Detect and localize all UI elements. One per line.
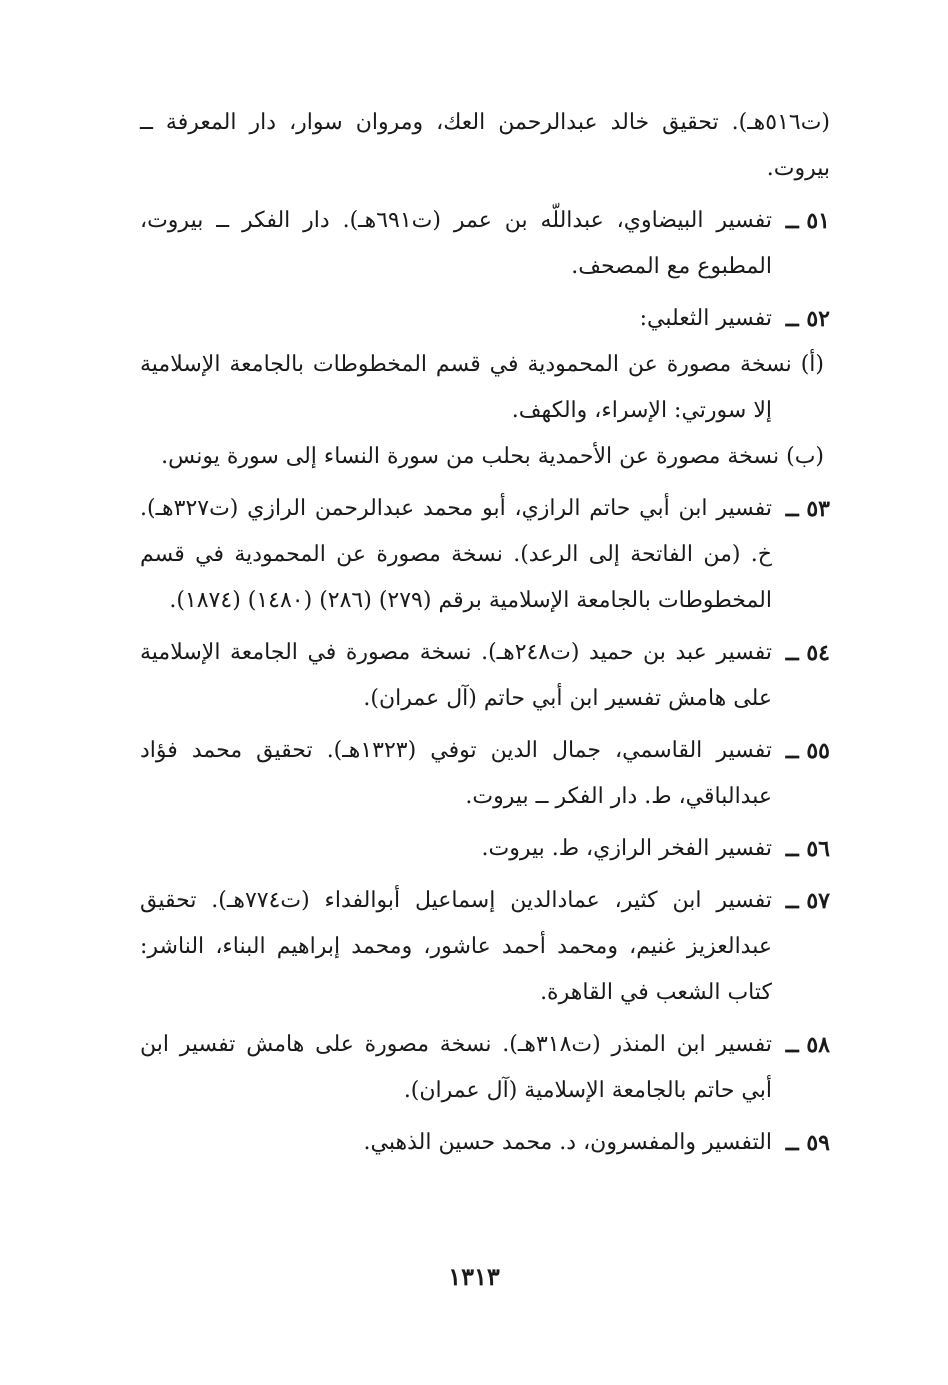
entry-number: ٥٧ ــ	[785, 888, 830, 914]
page-number: ١٣١٣	[448, 1262, 500, 1291]
sub-entry-text: (أ) نسخة مصورة عن المحمودية في قسم المخطوطات بالجامعة الإسلامية إلا سورتي: الإسراء، والكهف.	[140, 352, 824, 423]
entry-text: تفسير ابن المنذر (ت٣١٨هـ). نسخة مصورة على هامش تفسير ابن أبي حاتم بالجامعة الإسلامية (آل عمران).	[140, 1032, 772, 1103]
entry-number: ٥٣ ــ	[785, 496, 830, 522]
entry-number: ٥٤ ــ	[785, 640, 830, 666]
entry-56	[140, 826, 830, 872]
entry-text: تفسير ابن كثير، عمادالدين إسماعيل أبوالفداء (ت٧٧٤هـ). تحقيق عبدالعزيز غنيم، ومحمد أحمد عاشور، ومحمد إبراهيم البناء، الناشر: كتاب الشعب في القاهرة.	[140, 888, 773, 1005]
entry-number: ٥٦ ــ	[785, 836, 830, 862]
entry-number: ٥٥ ــ	[785, 738, 830, 764]
entry-58	[140, 1022, 830, 1114]
bibliography-page	[140, 100, 830, 1172]
entry-text: (ت٥١٦هـ). تحقيق خالد عبدالرحمن العك، ومروان سوار، دار المعرفة ــ بيروت.	[140, 110, 830, 181]
entry-text: تفسير الثعلبي:	[639, 306, 772, 331]
entry-52	[140, 296, 830, 342]
entry-text: تفسير القاسمي، جمال الدين توفي (١٣٢٣هـ). تحقيق محمد فؤاد عبدالباقي، ط. دار الفكر ــ بيروت.	[140, 738, 772, 809]
entry-57	[140, 878, 830, 1016]
sub-entry-text: (ب) نسخة مصورة عن الأحمدية بحلب من سورة النساء إلى سورة يونس.	[161, 444, 824, 469]
entry-text: تفسير ابن أبي حاتم الرازي، أبو محمد عبدالرحمن الرازي (ت٣٢٧هـ). خ. (من الفاتحة إلى الرعد). نسخة مصورة عن المحمودية في قسم المخطوطات بالجامعة الإسلامية برقم (٢٧٩) (٢٨٦) (١٤٨٠) (١٨٧٤).	[140, 496, 772, 613]
entry-59	[140, 1120, 830, 1166]
entry-text: تفسير الفخر الرازي، ط. بيروت.	[481, 836, 772, 861]
entry-52-sub-a	[140, 342, 830, 434]
entry-number: ٥٩ ــ	[785, 1130, 830, 1156]
entry-55	[140, 728, 830, 820]
entry-text: تفسير البيضاوي، عبداللّه بن عمر (ت٦٩١هـ). دار الفكر ــ بيروت، المطبوع مع المصحف.	[140, 208, 772, 279]
entry-53	[140, 486, 830, 624]
continuation-entry	[140, 100, 830, 192]
entry-number: ٥٢ ــ	[785, 306, 830, 332]
entry-51	[140, 198, 830, 290]
entry-54	[140, 630, 830, 722]
entry-text: التفسير والمفسرون، د. محمد حسين الذهبي.	[363, 1130, 772, 1155]
entry-52-sub-b	[140, 434, 830, 480]
entry-text: تفسير عبد بن حميد (ت٢٤٨هـ). نسخة مصورة في الجامعة الإسلامية على هامش تفسير ابن أبي حاتم (آل عمران).	[140, 640, 772, 711]
entry-number: ٥١ ــ	[785, 208, 830, 234]
entry-number: ٥٨ ــ	[785, 1032, 830, 1058]
